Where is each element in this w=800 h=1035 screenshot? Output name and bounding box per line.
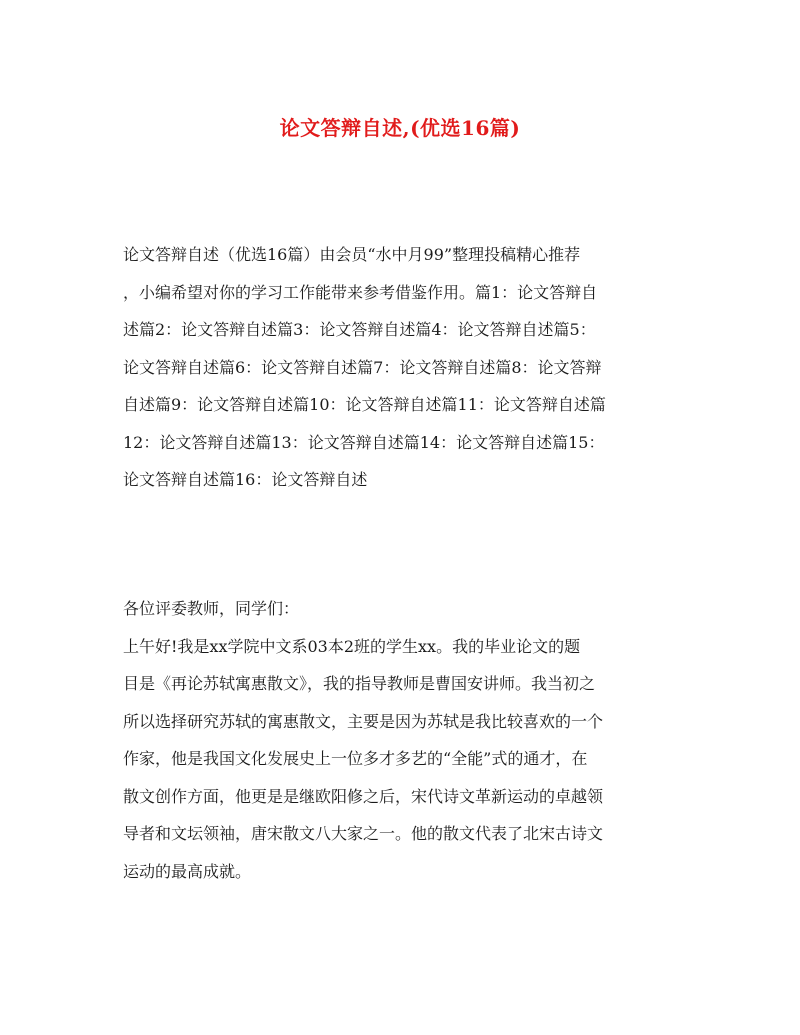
intro-line: 自述篇9：论文答辩自述篇10：论文答辩自述篇11：论文答辩自述篇 <box>123 395 606 414</box>
speech-line: 作家，他是我国文化发展史上一位多才多艺的“全能”式的通才，在 <box>123 749 588 768</box>
salutation-line: 各位评委教师，同学们： <box>123 599 300 618</box>
intro-line: 论文答辩自述（优选16篇）由会员“水中月99”整理投稿精心推荐 <box>123 245 581 264</box>
intro-line: 述篇2：论文答辩自述篇3：论文答辩自述篇4：论文答辩自述篇5： <box>123 320 596 339</box>
speech-line: 目是《再论苏轼寓惠散文》，我的指导教师是曹国安讲师。我当初之 <box>123 674 596 693</box>
speech-line: 散文创作方面，他更是是继欧阳修之后，宋代诗文革新运动的卓越领 <box>123 786 604 806</box>
speech-paragraph <box>123 590 678 890</box>
speech-line: 上午好!我是xx学院中文系03本2班的学生xx。我的毕业论文的题 <box>123 636 581 656</box>
speech-line: 导者和文坛领袖，唐宋散文八大家之一。他的散文代表了北宋古诗文 <box>123 824 604 843</box>
intro-line: 论文答辩自述篇6：论文答辩自述篇7：论文答辩自述篇8：论文答辩 <box>123 357 602 377</box>
speech-line: 运动的最高成就。 <box>123 861 252 881</box>
intro-line: ，小编希望对你的学习工作能带来参考借鉴作用。篇1：论文答辩自 <box>123 282 598 302</box>
document-title: 论文答辩自述,(优选16篇) <box>279 116 521 140</box>
speech-line: 所以选择研究苏轼的寓惠散文，主要是因为苏轼是我比较喜欢的一个 <box>123 711 604 731</box>
intro-line: 论文答辩自述篇16：论文答辩自述 <box>123 470 368 489</box>
intro-line: 12：论文答辩自述篇13：论文答辩自述篇14：论文答辩自述篇15： <box>123 432 605 452</box>
intro-paragraph <box>123 236 678 499</box>
